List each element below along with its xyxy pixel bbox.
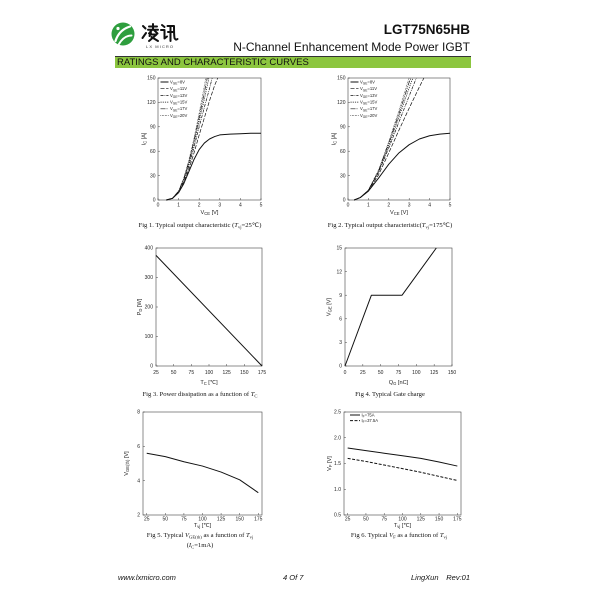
legend-label: $V_{GE}=8V$ — [170, 79, 185, 86]
y-tick-label: 100 — [144, 334, 153, 341]
y-tick-label: 2.5 — [334, 409, 341, 416]
y-tick-label: 30 — [149, 173, 156, 180]
caption-text: T — [250, 390, 255, 398]
product-description: N-Channel Enhancement Mode Power IGBT — [233, 40, 470, 54]
caption-text: vj — [425, 223, 430, 229]
caption-text: ( — [186, 541, 189, 549]
axis-label: $T_{vj}$ [℃] — [193, 523, 212, 530]
caption-text: T — [439, 532, 444, 539]
footer-page-number: 4 Of 7 — [283, 573, 304, 582]
axis-label: $I_C[A]$ — [141, 132, 148, 146]
caption-text: =175℃) — [429, 221, 453, 229]
y-tick-label: 30 — [339, 173, 346, 180]
axis-label: $Q_G$ [nC] — [388, 380, 409, 387]
caption-text: Fig 2. Typical output characteristic( — [327, 221, 422, 229]
legend-label: $V_{GE}=20V$ — [170, 112, 188, 120]
x-tick-label: 4 — [239, 202, 242, 209]
figure-1-caption — [139, 221, 262, 231]
y-tick-label: 90 — [339, 124, 346, 131]
x-tick-label: 150 — [434, 516, 444, 523]
caption-text: =25℃) — [241, 221, 262, 229]
axis-label: $V_{GE(th)}[V]$ — [124, 451, 131, 476]
caption-text: V — [185, 532, 190, 539]
axis-label: $V_{CE}$ [V] — [200, 210, 219, 217]
y-tick-label: 60 — [149, 148, 156, 155]
y-tick-label: 12 — [336, 269, 342, 276]
y-tick-label: 8 — [137, 409, 140, 416]
x-tick-label: 50 — [170, 370, 177, 376]
axis-label: $I_C[A]$ — [331, 132, 338, 146]
y-tick-label: 1.5 — [334, 461, 341, 468]
x-tick-label: 25 — [153, 370, 159, 376]
caption-line — [351, 531, 447, 541]
legend-label: $V_{GE}=11V$ — [360, 86, 377, 93]
y-tick-label: 90 — [149, 124, 156, 131]
caption-line — [328, 221, 453, 231]
series-line-1 — [147, 453, 259, 492]
x-tick-label: 100 — [198, 516, 207, 523]
caption-text: T — [421, 221, 426, 229]
x-tick-label: 125 — [222, 370, 231, 376]
y-tick-label: 6 — [137, 444, 140, 451]
series-line-1 — [348, 448, 458, 466]
x-tick-label: 2 — [197, 202, 201, 209]
x-tick-label: 0 — [343, 370, 347, 376]
x-tick-label: 125 — [216, 516, 226, 523]
plot-frame — [344, 412, 461, 515]
x-tick-label: 75 — [381, 516, 387, 523]
caption-line — [139, 221, 262, 231]
figure-6-chart — [327, 410, 462, 530]
figure-3-caption — [142, 390, 258, 398]
x-tick-label: 150 — [447, 370, 457, 376]
y-tick-label: 15 — [336, 245, 342, 252]
x-tick-label: 150 — [235, 516, 244, 523]
figure-3-chart — [137, 246, 266, 387]
axis-label: $V_{CE}$ [V] — [390, 210, 408, 217]
series-line-1 — [166, 133, 261, 200]
x-tick-label: 75 — [395, 370, 402, 376]
caption-text: as a function of — [201, 532, 246, 539]
figure-4-caption — [355, 390, 425, 398]
legend-label: $V_{GE}=17V$ — [360, 106, 378, 113]
legend-label: $V_{GE}=15V$ — [360, 99, 378, 106]
x-tick-label: 175 — [453, 516, 462, 523]
caption-text: T — [245, 532, 250, 539]
caption-text: Fig 6. Typical — [350, 532, 390, 539]
y-tick-label: 6 — [339, 316, 342, 323]
caption-text: T — [234, 221, 238, 229]
caption-text: V — [389, 532, 394, 539]
footer-company: LingXun — [411, 573, 439, 582]
logo-subtext: LX MICRO — [146, 44, 175, 49]
x-tick-label: 150 — [240, 370, 249, 376]
legend — [350, 412, 378, 424]
caption-text: GE(th) — [189, 534, 202, 540]
x-tick-label: 175 — [254, 516, 263, 523]
x-tick-label: 0 — [346, 202, 350, 209]
y-tick-label: 150 — [337, 75, 346, 82]
x-tick-label: 25 — [143, 516, 150, 523]
axis-label: $P_D[W]$ — [137, 298, 144, 316]
y-tick-label: 0.5 — [334, 512, 341, 519]
x-tick-label: 100 — [204, 370, 214, 376]
figure-4-chart — [327, 246, 457, 387]
legend-label: $V_{GE}=13V$ — [170, 92, 188, 99]
y-tick-label: 120 — [147, 100, 156, 107]
y-tick-label: 150 — [147, 75, 156, 82]
legend-label: $I_F=37.5A$ — [361, 418, 379, 425]
y-tick-label: 200 — [144, 304, 153, 311]
y-tick-label: 400 — [144, 245, 153, 252]
legend-label: $V_{GE}=13V$ — [360, 92, 378, 99]
plot-frame — [156, 248, 262, 366]
x-tick-label: 50 — [363, 516, 369, 523]
x-tick-label: 5 — [448, 202, 452, 209]
figure-2-chart — [332, 76, 452, 217]
y-tick-label: 120 — [337, 100, 346, 107]
caption-text: Fig 5. Typical — [146, 532, 185, 539]
legend — [351, 79, 378, 119]
y-tick-label: 1.0 — [334, 486, 341, 493]
series-line-1 — [156, 255, 262, 366]
caption-line — [147, 541, 254, 551]
figure-1-chart — [142, 76, 263, 217]
axis-label: $V_F[V]$ — [327, 456, 334, 471]
x-tick-label: 3 — [407, 202, 411, 209]
section-title: RATINGS AND CHARACTERISTIC CURVES — [117, 57, 309, 68]
caption-text: C — [191, 543, 195, 549]
figure-5-chart — [124, 410, 263, 530]
y-tick-label: 2.0 — [334, 435, 341, 442]
figure-6-caption — [351, 531, 447, 541]
caption-text: F — [393, 534, 396, 540]
caption-text: vj — [237, 223, 242, 229]
x-tick-label: 75 — [181, 516, 187, 523]
x-tick-label: 2 — [387, 202, 391, 209]
axis-label: $V_{GE}[V]$ — [326, 297, 333, 317]
series-line-1 — [345, 248, 436, 366]
x-tick-label: 25 — [344, 516, 351, 523]
x-tick-label: 4 — [428, 202, 431, 209]
caption-text: I — [188, 541, 192, 549]
x-tick-label: 50 — [377, 370, 384, 376]
figure-5-caption — [147, 531, 254, 550]
y-tick-label: 300 — [144, 275, 153, 282]
x-tick-label: 75 — [188, 370, 195, 376]
caption-text: Fig 4. Typical Gate charge — [355, 390, 425, 398]
x-tick-label: 1 — [177, 202, 180, 209]
caption-text: Fig 3. Power dissipation as a function of — [142, 390, 251, 398]
axis-label: $T_C$ [℃] — [200, 380, 218, 387]
y-tick-label: 9 — [339, 292, 342, 299]
y-tick-label: 60 — [339, 148, 346, 155]
legend-label: $V_{GE}=15V$ — [170, 99, 188, 106]
x-tick-label: 25 — [360, 370, 366, 376]
x-tick-label: 0 — [156, 202, 160, 209]
legend-label: $V_{GE}=11V$ — [170, 86, 187, 93]
figure-2-caption — [328, 221, 453, 231]
legend — [161, 79, 188, 119]
caption-text: C — [254, 392, 258, 398]
legend-label: $V_{GE}=8V$ — [360, 79, 375, 86]
series-line-2 — [348, 458, 458, 480]
axis-label: $T_{vj}$ [℃] — [393, 523, 412, 530]
x-tick-label: 1 — [367, 202, 370, 209]
caption-line — [355, 390, 425, 400]
legend-label: $V_{GE}=20V$ — [360, 112, 378, 120]
y-tick-label: 0 — [152, 197, 156, 204]
caption-text: vj — [443, 534, 448, 540]
y-tick-label: 0 — [342, 197, 346, 204]
y-tick-label: 3 — [339, 340, 342, 347]
caption-text: as a function of — [395, 532, 440, 539]
footer-website: www.lxmicro.com — [118, 573, 176, 582]
x-tick-label: 100 — [398, 516, 407, 523]
y-tick-label: 4 — [137, 478, 140, 485]
x-tick-label: 125 — [416, 516, 425, 523]
x-tick-label: 100 — [412, 370, 421, 376]
caption-text: vj — [249, 534, 254, 540]
x-tick-label: 125 — [429, 370, 439, 376]
part-number: LGT75N65HB — [383, 22, 470, 37]
caption-text: =1mA) — [194, 541, 214, 549]
y-tick-label: 0 — [339, 363, 342, 370]
x-tick-label: 175 — [257, 370, 267, 376]
caption-text: Fig 1. Typical output characteristic ( — [138, 221, 235, 229]
legend-label: $I_F=75A$ — [361, 412, 375, 419]
caption-line — [147, 531, 254, 541]
plot-frame — [345, 248, 452, 366]
caption-line — [143, 390, 258, 400]
x-tick-label: 5 — [259, 202, 263, 209]
y-tick-label: 2 — [137, 512, 140, 519]
x-tick-label: 50 — [162, 516, 169, 523]
legend-label: $V_{GE}=17V$ — [170, 106, 188, 113]
plot-frame — [143, 412, 262, 515]
footer-revision: Rev:01 — [446, 573, 470, 582]
x-tick-label: 3 — [218, 202, 222, 209]
y-tick-label: 0 — [150, 363, 153, 370]
